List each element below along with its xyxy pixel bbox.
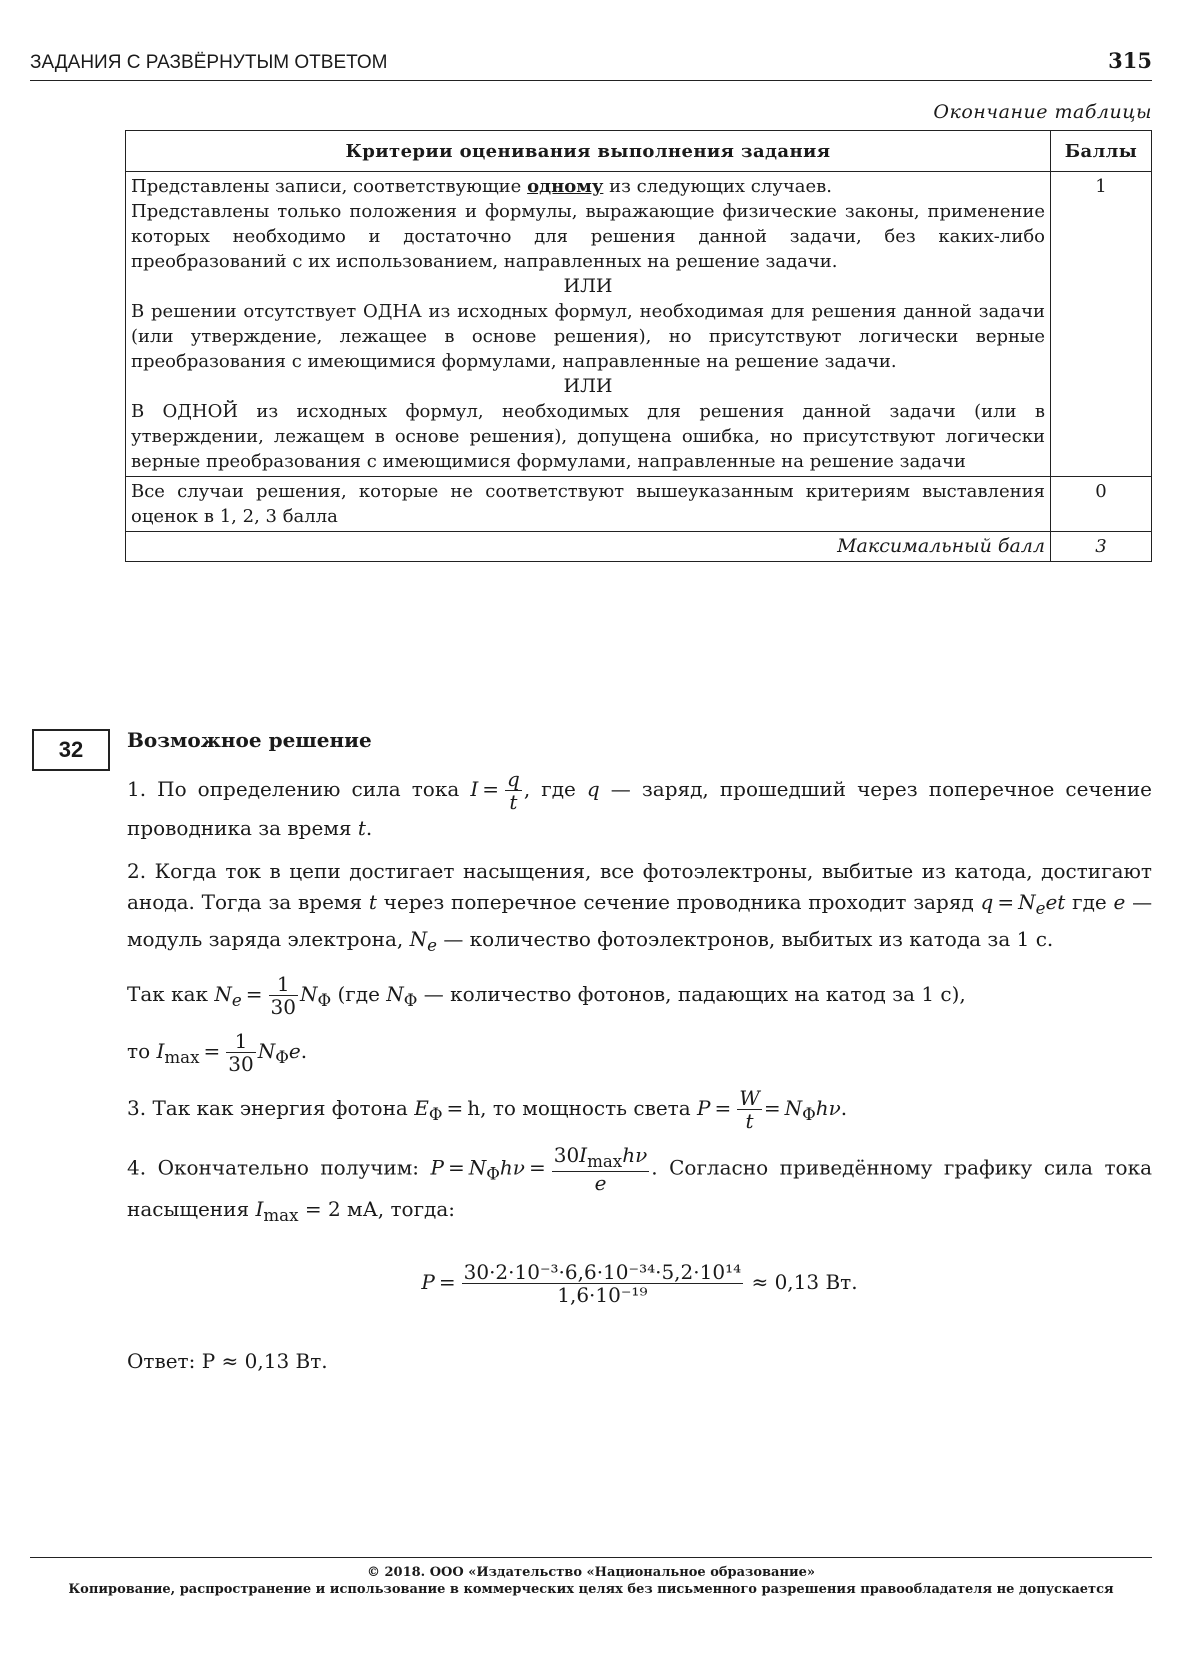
step-text: — заряд, прошедший через поперечное сечение проводника за время: [127, 777, 1152, 840]
formula-result: ≈ 0,13 Вт.: [751, 1270, 858, 1295]
page-number: 315: [1108, 48, 1152, 73]
formula-numerator: 30·2·10⁻³·6,6·10⁻³⁴·5,2·10¹⁴: [463, 1260, 742, 1285]
step-1: 1. По определению сила тока I = $\frac{q}{t}$ , где q — заряд, прошедший через поперечное сечение проводника за время t.: [127, 767, 1152, 840]
criteria-case-3: В ОДНОЙ из исходных формул, необходимых для решения данной задачи (или в утверждении, лежащем в основе решения), допущена ошибка, но присутствуют логически верные преобразования с имеющимися формулами, направленные на решение задачи: [131, 401, 1045, 472]
step-text: через поперечное сечение проводника проходит заряд: [383, 890, 974, 914]
step-2: 2. Когда ток в цепи достигает насыщения, все фотоэлектроны, выбитые из катода, достигают анода. Тогда за время t через поперечное сечение проводника проходит заряд $q = N_eet$ где e — модуль заряда электрона, $N_e$ — количество фотоэлектронов, выбитых из катода за 1 с.: [127, 859, 1153, 955]
step-text: 1. По определению сила тока: [127, 777, 460, 801]
intro-underlined: одному: [527, 176, 604, 197]
copyright-text: © 2018. ООО «Издательство «Национальное образование»: [366, 1565, 816, 1580]
criteria-intro: [131, 174, 1045, 199]
max-score-label: Максимальный балл: [126, 532, 1051, 562]
step-text: 4. Окончательно получим:: [127, 1155, 420, 1180]
score-cell: 0: [1051, 477, 1152, 532]
column-header-criteria: Критерии оценивания выполнения задания: [126, 131, 1051, 172]
rights-text: Копирование, распространение и использование в коммерческих целях без письменного разрешения правообладателя не допускается: [68, 1582, 1114, 1597]
solution-block: [127, 725, 1152, 1389]
max-score-value: 3: [1051, 532, 1152, 562]
step-text: где: [1072, 890, 1107, 914]
or-separator: ИЛИ: [563, 375, 613, 397]
step-2-imax: то $I_{max}$ = $\frac{1}{30}$ $N_\Phi e$.: [127, 1029, 308, 1076]
step-text: 3. Так как энергия фотона: [127, 1096, 408, 1120]
step-2-ratio: Так как $N_e$ = $\frac{1}{30}$ $N_\Phi$ (где $N_\Phi$ — количество фотонов, падающих на катод за 1 с),: [127, 972, 966, 1019]
criteria-cell: [126, 172, 1051, 477]
answer: Ответ: P ≈ 0,13 Вт.: [127, 1349, 328, 1374]
step-text: 2. Когда ток в цепи достигает насыщения, все фотоэлектроны, выбитые из катода, достигают анода. Тогда за время: [127, 859, 1152, 914]
step-text: Так как: [127, 982, 209, 1006]
intro-text: Представлены записи, соответствующие: [131, 176, 528, 197]
intro-text-end: из следующих случаев.: [603, 176, 833, 197]
criteria-case-2: В решении отсутствует ОДНА из исходных формул, необходимая для решения данной задачи (или утверждение, лежащее в основе решения), но присутствуют логически верные преобразования с имеющимися формулами, направленные на решение задачи.: [131, 301, 1045, 372]
step-text: , то мощность света: [480, 1096, 691, 1120]
criteria-table: [125, 130, 1152, 562]
score-cell: 1: [1051, 172, 1152, 477]
step-text: = 2 мА, тогда:: [304, 1197, 456, 1222]
step-4: 4. Окончательно получим: $P = N_\Phi h\nu$ = $\frac{30I_{max}h\nu}{e}$ . Согласно приведённому графику сила тока насыщения $I_{max} = 2$ мА, тогда:: [127, 1143, 1152, 1226]
formula-denominator: 1,6·10⁻¹⁹: [557, 1283, 648, 1308]
solution-title: Возможное решение: [127, 728, 372, 752]
final-formula: P = $\frac{\text{30·2·10⁻³·6,6·10⁻³⁴·5,2·10¹⁴}}{\text{1,6·10⁻¹⁹}}$ ≈ 0,13 Вт.: [421, 1260, 858, 1308]
page-footer: [30, 1557, 1152, 1598]
step-text: — количество фотонов, падающих на катод за 1 с),: [423, 982, 966, 1006]
or-separator: ИЛИ: [563, 275, 613, 297]
criteria-cell: [126, 477, 1051, 532]
task-number: 32: [32, 729, 110, 771]
column-header-score: Баллы: [1051, 131, 1152, 172]
table-row-max: [126, 532, 1152, 562]
step-text: . Согласно приведённому графику: [651, 1155, 1033, 1180]
step-text: сила тока насыщения: [127, 1155, 1152, 1222]
step-text: , где: [523, 777, 576, 801]
criteria-zero-text: Все случаи решения, которые не соответствуют вышеуказанным критериям выставления оценок в 1, 2, 3 балла: [131, 481, 1045, 527]
table-row: [126, 477, 1152, 532]
step-text: — модуль заряда электрона,: [127, 890, 1153, 951]
step-text: то: [127, 1039, 151, 1063]
step-text: (где: [337, 982, 380, 1006]
section-title: ЗАДАНИЯ С РАЗВЁРНУТЫМ ОТВЕТОМ: [30, 52, 388, 73]
table-caption: Окончание таблицы: [933, 101, 1152, 123]
table-header-row: [126, 131, 1152, 172]
criteria-case-1: Представлены только положения и формулы, выражающие физические законы, применение которых необходимо и достаточно для решения данной задачи, без каких-либо преобразований с их использованием, направленных на решение задачи.: [131, 201, 1045, 272]
page-header: [30, 46, 1152, 81]
step-3: 3. Так как энергия фотона $E_\Phi = h$, то мощность света P = $\frac{W}{t}$ = $N_\Phi h\nu$.: [127, 1086, 848, 1133]
table-row: [126, 172, 1152, 477]
step-text: — количество фотоэлектронов, выбитых из катода за 1 с.: [443, 927, 1054, 951]
